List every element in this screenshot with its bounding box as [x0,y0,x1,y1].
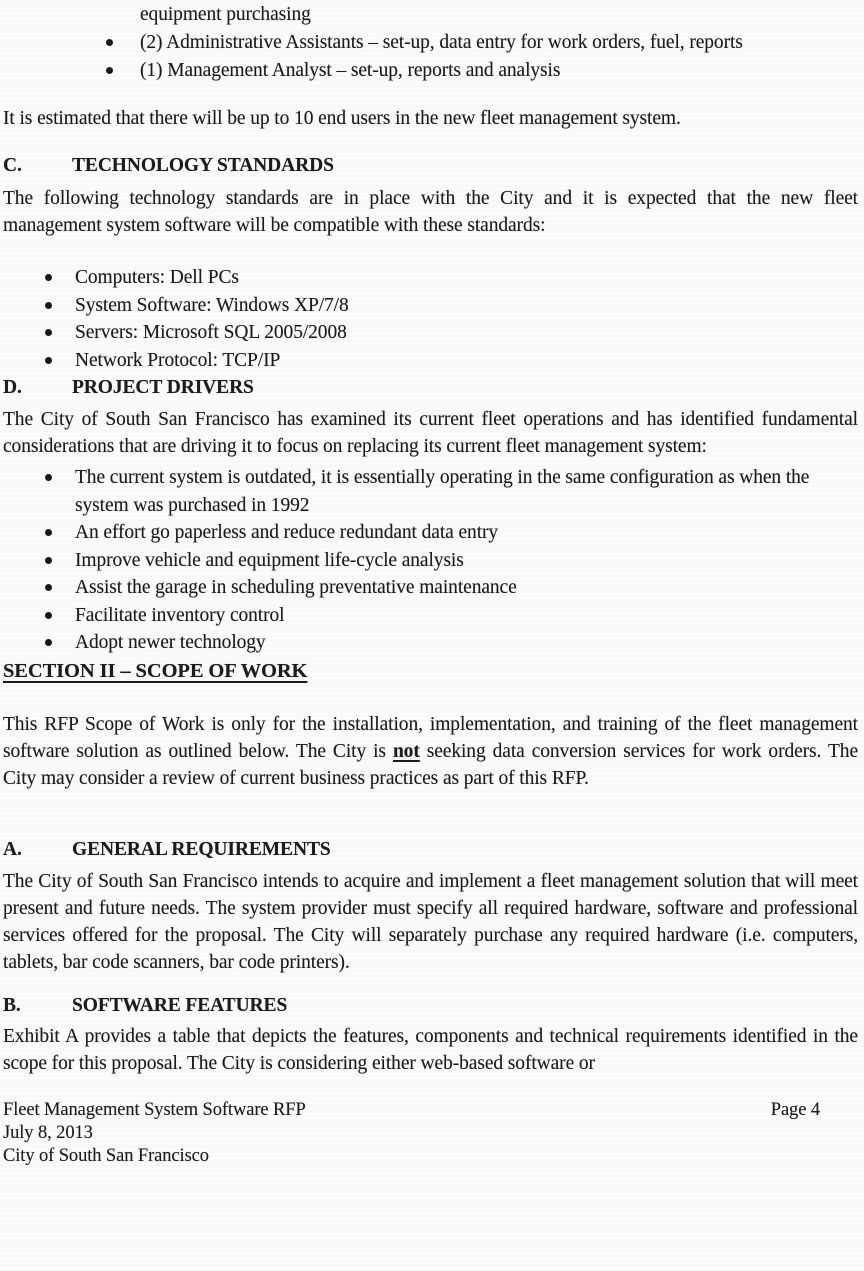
section-2-heading-row [3,657,858,685]
bullet-icon [45,639,52,646]
list-item [75,629,858,657]
footer-org: City of South San Francisco [3,1145,209,1166]
list-item-text: System Software: Windows XP/7/8 [75,294,349,316]
section-b-letter: B. [3,994,21,1016]
footer-doc-title: Fleet Management System Software RFP [3,1099,306,1120]
section-d-title: PROJECT DRIVERS [72,377,254,398]
section-b-heading [3,992,858,1019]
bullet-icon [45,329,52,336]
project-drivers-list [3,464,858,657]
list-item-text: Adopt newer technology [75,632,266,653]
page-number: Page 4 [770,1099,820,1120]
section-a-title: GENERAL REQUIREMENTS [72,838,331,860]
bullet-icon [45,357,52,364]
list-item-text: Improve vehicle and equipment life-cycle analysis [75,549,464,571]
general-requirements-paragraph: The City of South San Francisco intends to acquire and implement a fleet management solution that will meet present and future needs. The system provider must specify all required hardware, software and professional services offered for the proposal. The City will separately purchase any required hardware (i.e. computers, tablets, bar code scanners, bar code printers). [3,870,858,973]
list-item [75,347,858,375]
software-features-paragraph: Exhibit A provides a table that depicts the features, components and technical requirements identified in the scope for this proposal. The City is considering either web-based software or [3,1025,858,1074]
section-d-letter: D. [3,377,22,398]
section-c-title: TECHNOLOGY STANDARDS [72,155,334,176]
scope-text-before: This RFP Scope of Work is only for the installation, implementation, and training of the fleet management software solution as outlined below. The City is [3,713,858,762]
list-item-text: Servers: Microsoft SQL 2005/2008 [75,322,347,343]
bullet-icon [45,557,52,564]
staff-bullet-list [3,29,858,85]
bullet-icon [106,67,113,74]
list-item [75,602,858,630]
section-c-heading [3,152,858,179]
bullet-icon [45,302,52,309]
bullet-icon [45,584,52,591]
section-2-title: SECTION II – SCOPE OF WORK [3,659,308,682]
intro-continuation-line: equipment purchasing [140,4,311,25]
footer-left-block [3,1099,306,1168]
list-item [75,574,858,602]
bullet-icon [45,274,52,281]
list-item-text: An effort go paperless and reduce redundant data entry [75,522,499,543]
bullet-icon [45,612,52,619]
bullet-icon [106,39,113,46]
section-c-letter: C. [3,155,22,176]
scope-text-after: seeking data conversion services for work orders. The City may consider a review of current business practices as part of this RFP. [3,740,858,789]
bullet-icon [45,474,52,481]
list-item-text: (2) Administrative Assistants – set-up, data entry for work orders, fuel, reports [140,32,743,53]
list-item-text: The current system is outdated, it is essentially operating in the same configuration as when the system was purchased in 1992 [75,467,810,516]
section-a-heading [3,836,858,863]
list-item-text: Assist the garage in scheduling preventative maintenance [75,577,517,598]
list-item [75,292,858,320]
technology-standards-list [3,264,858,374]
list-item [75,547,858,575]
section-c-intro-paragraph: The following technology standards are in place with the City and it is expected that the new fleet management system software will be compatible with these standards: [3,188,858,236]
footer-date: July 8, 2013 [3,1122,93,1143]
list-item-text: (1) Management Analyst – set-up, reports and analysis [140,60,561,81]
list-item-text: Facilitate inventory control [75,604,285,626]
scope-emphasis-not: not [392,740,420,762]
bullet-icon [45,529,52,536]
end-users-estimate-paragraph: It is estimated that there will be up to 10 end users in the new fleet management system. [3,108,681,129]
list-item [140,57,858,85]
page-footer [3,1099,858,1168]
section-d-heading [3,374,858,401]
list-item [75,519,858,547]
list-item-text: Computers: Dell PCs [75,267,239,288]
list-item-text: Network Protocol: TCP/IP [75,349,281,371]
list-item [75,264,858,292]
section-d-intro-paragraph: The City of South San Francisco has examined its current fleet operations and has identified fundamental considerations that are driving it to focus on replacing its current fleet management system: [3,409,858,457]
section-b-title: SOFTWARE FEATURES [72,994,288,1016]
scope-of-work-paragraph [3,711,858,792]
list-item [75,319,858,347]
list-item [140,29,858,57]
section-a-letter: A. [3,838,22,860]
list-item [75,464,858,519]
